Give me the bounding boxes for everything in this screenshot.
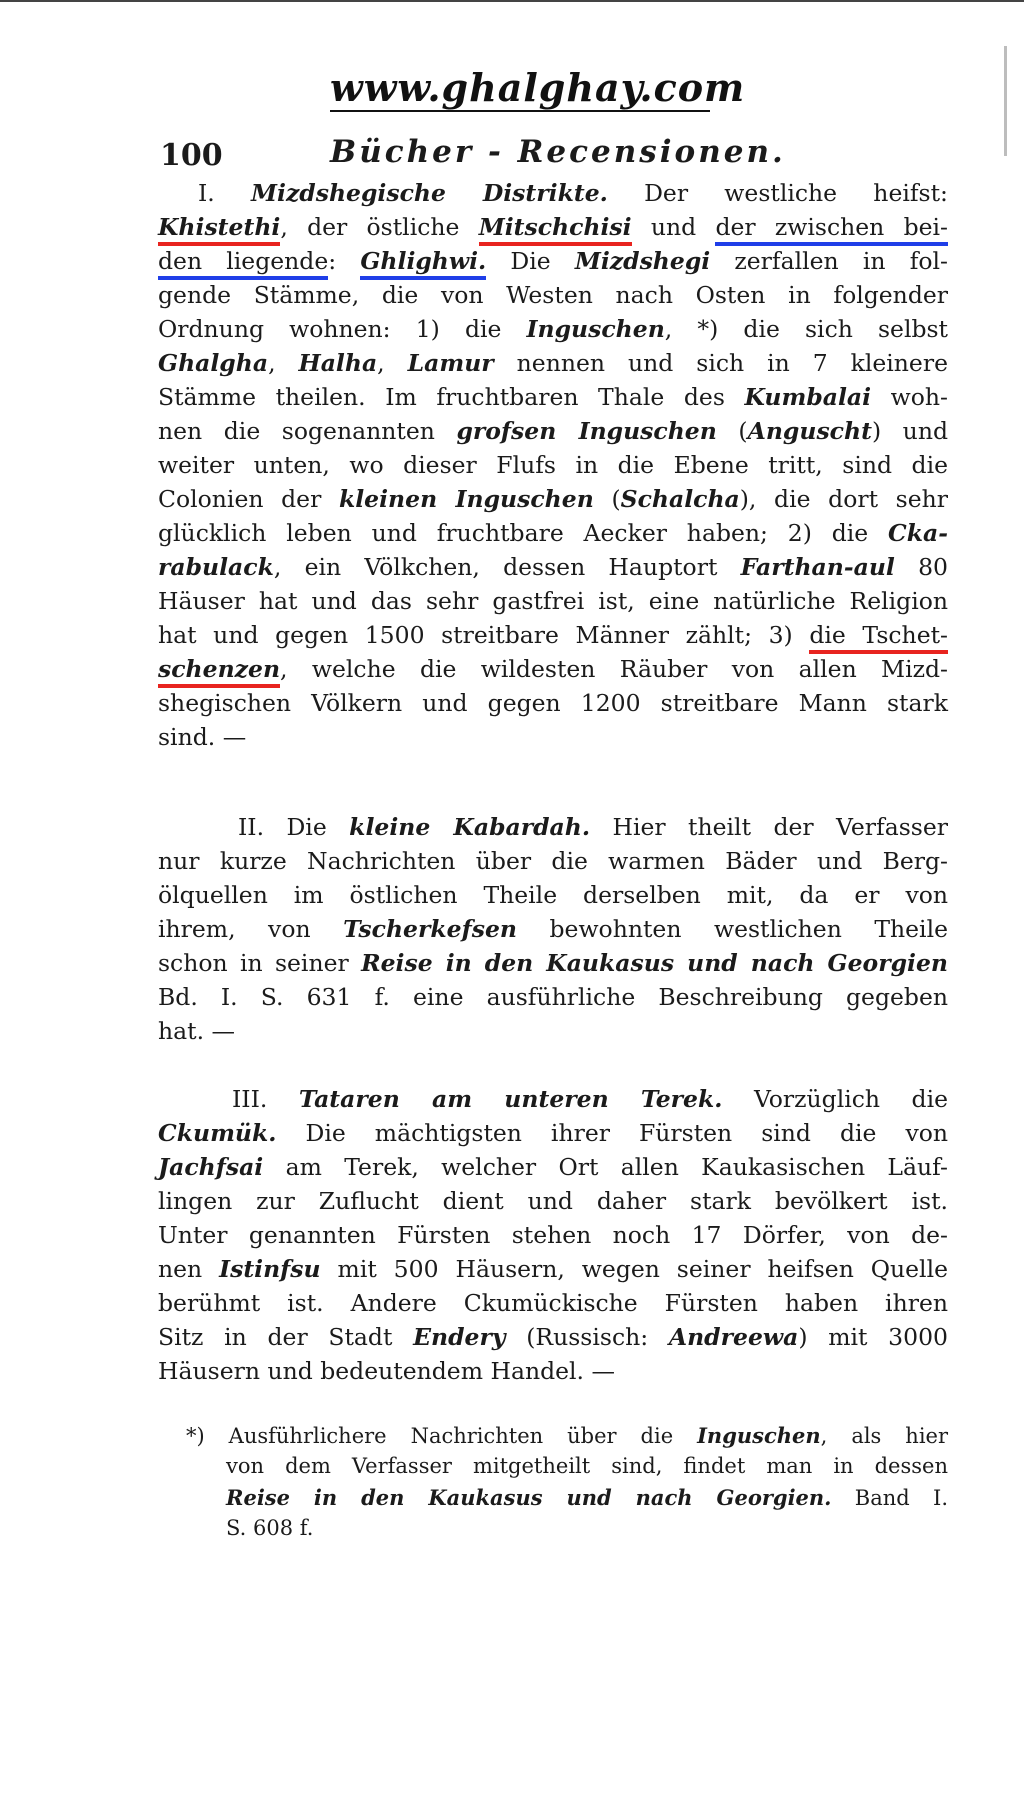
text-line: hat. — <box>158 1017 236 1045</box>
running-head: Bücher - Recensionen. <box>330 134 786 170</box>
footnote-line: Reise in den Kaukasus und nach Georgien. Band I. <box>226 1485 948 1510</box>
text-line: Jachfsai am Terek, welcher Ort allen Kaukasischen Läuf- <box>158 1153 948 1181</box>
footnote-line: von dem Verfasser mitgetheilt sind, findet man in dessen <box>226 1454 948 1478</box>
watermark-url: www.ghalghay.com <box>330 65 746 110</box>
text-line: Ckumük. Die mächtigsten ihrer Fürsten sind die von <box>158 1119 948 1147</box>
text-line: den liegende: Ghlighwi. Die Mizdshegi zerfallen in fol- <box>158 244 948 278</box>
text-line: berühmt ist. Andere Ckumückische Fürsten haben ihren <box>158 1289 948 1317</box>
section-2 <box>158 810 948 1048</box>
text-line: III. Tataren am unteren Terek. Vorzüglich die <box>232 1085 948 1113</box>
footnote-line: S. 608 f. <box>226 1516 314 1540</box>
text-line: nen die sogenannten grofsen Inguschen (Anguscht) und <box>158 417 948 445</box>
text-line: Bd. I. S. 631 f. eine ausführliche Beschreibung gegeben <box>158 983 948 1011</box>
text-line: Unter genannten Fürsten stehen noch 17 Dörfer, von de- <box>158 1221 948 1249</box>
text-line: schon in seiner Reise in den Kaukasus und nach Georgien <box>158 949 948 977</box>
text-line: nen Istinfsu mit 500 Häusern, wegen seiner heifsen Quelle <box>158 1255 948 1283</box>
page-edge-mark <box>1004 46 1007 156</box>
text-line: Stämme theilen. Im fruchtbaren Thale des Kumbalai woh- <box>158 383 948 411</box>
footnote-line: *) Ausführlichere Nachrichten über die Inguschen, als hier <box>186 1423 948 1448</box>
text-line: gende Stämme, die von Westen nach Osten in folgender <box>158 281 948 309</box>
highlight-zwischen: der zwischen bei- <box>715 213 948 246</box>
text-line: nur kurze Nachrichten über die warmen Bäder und Berg- <box>158 847 948 875</box>
highlight-liegende: den liegende <box>158 247 328 280</box>
text-line: Ghalgha, Halha, Lamur nennen und sich in 7 kleinere <box>158 349 948 377</box>
text-line: rabulack, ein Völkchen, dessen Hauptort Farthan-aul 80 <box>158 553 949 581</box>
text-line: Ordnung wohnen: 1) die Inguschen, *) die sich selbst <box>158 315 949 343</box>
text-line: ihrem, von Tscherkefsen bewohnten westlichen Theile <box>158 915 948 943</box>
text-line: I. Mizdshegische Distrikte. Der westliche heifst: <box>198 179 948 207</box>
text-line: II. Die kleine Kabardah. Hier theilt der Verfasser <box>238 813 948 841</box>
text-line: ölquellen im östlichen Theile derselben mit, da er von <box>158 881 948 909</box>
highlight-tschetschenzen-1: die Tschet- <box>809 621 948 654</box>
text-line: lingen zur Zuflucht dient und daher stark bevölkert ist. <box>158 1187 948 1215</box>
section-3 <box>158 1082 948 1388</box>
text-line: Khistethi, der östliche Mitschchisi und der zwischen bei- <box>158 210 948 244</box>
highlight-mitschchisi: Mitschchisi <box>479 213 632 246</box>
text-line: Häuser hat und das sehr gastfrei ist, eine natürliche Religion <box>158 587 948 615</box>
page-number: 100 <box>160 138 223 173</box>
highlight-khistethi: Khistethi <box>158 213 280 246</box>
text-line: Colonien der kleinen Inguschen (Schalcha), die dort sehr <box>158 485 948 513</box>
section-1 <box>158 176 948 754</box>
highlight-ghlighwi: Ghlighwi. <box>360 247 486 280</box>
top-border <box>0 0 1024 2</box>
text-line: shegischen Völkern und gegen 1200 streitbare Mann stark <box>158 689 948 717</box>
text-line: schenzen, welche die wildesten Räuber von allen Mizd- <box>158 652 948 686</box>
text-line: hat und gegen 1500 streitbare Männer zählt; 3) die Tschet- <box>158 618 948 652</box>
highlight-tschetschenzen-2: schenzen <box>158 655 280 688</box>
text-line: Sitz in der Stadt Endery (Russisch: Andreewa) mit 3000 <box>158 1323 948 1351</box>
footnote <box>186 1420 948 1544</box>
text-line: sind. — <box>158 723 247 751</box>
text-line: Häusern und bedeutendem Handel. — <box>158 1357 615 1385</box>
text-line: weiter unten, wo dieser Flufs in die Ebene tritt, sind die <box>158 451 948 479</box>
text-line: glücklich leben und fruchtbare Aecker haben; 2) die Cka- <box>158 519 948 547</box>
